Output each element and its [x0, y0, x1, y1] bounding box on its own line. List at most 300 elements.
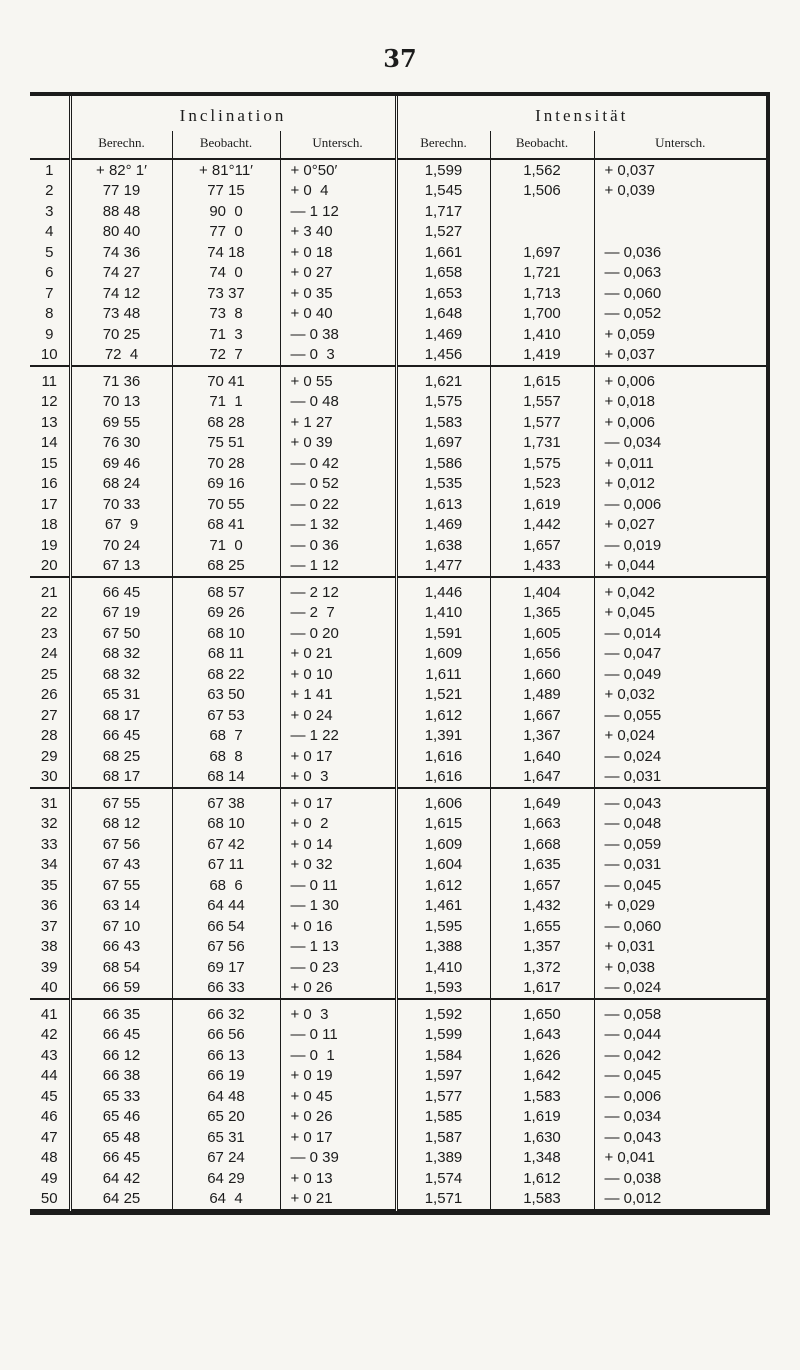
int-berechn-cell: 1,545 [396, 181, 490, 202]
page-number: 37 [383, 44, 417, 73]
incl-beobacht-cell: 74 18 [172, 242, 280, 263]
incl-untersch-cell: — 0 36 [280, 535, 396, 556]
int-berechn-cell: 1,527 [396, 222, 490, 243]
incl-berechn-cell: 66 12 [70, 1045, 172, 1066]
incl-beobacht-cell: 68 14 [172, 767, 280, 789]
int-untersch-cell: — 0,045 [604, 876, 662, 894]
int-berechn-cell: 1,616 [396, 767, 490, 789]
row-number-cell: 32 [30, 814, 70, 835]
incl-beobacht-cell: 68 41 [172, 515, 280, 536]
table-row [30, 242, 766, 263]
incl-beobacht-cell: 68 25 [172, 556, 280, 578]
incl-untersch-cell: — 0 11 [280, 875, 396, 896]
int-berechn-cell: 1,477 [396, 556, 490, 578]
int-untersch-cell: — 0,060 [604, 284, 662, 302]
incl-berechn-cell: 64 25 [70, 1189, 172, 1211]
incl-beobacht-cell: 68 8 [172, 746, 280, 767]
incl-beobacht-cell: 65 20 [172, 1107, 280, 1128]
table-row [30, 159, 766, 181]
row-number-cell: 50 [30, 1189, 70, 1211]
inclination-header: Inclination [70, 96, 396, 131]
incl-untersch-cell: — 0 22 [280, 494, 396, 515]
incl-berechn-cell: 74 27 [70, 263, 172, 284]
int-berechn-cell: 1,571 [396, 1189, 490, 1211]
int-beobacht-cell: 1,635 [490, 855, 594, 876]
incl-beobacht-cell: 66 13 [172, 1045, 280, 1066]
incl-untersch-cell: + 0 40 [280, 304, 396, 325]
int-beobacht-cell: 1,660 [490, 664, 594, 685]
table-body [30, 159, 766, 1210]
incl-berechn-cell: 69 55 [70, 412, 172, 433]
table-row [30, 916, 766, 937]
incl-beobacht-cell: 66 54 [172, 916, 280, 937]
incl-untersch-cell: + 0 55 [280, 366, 396, 392]
row-number-cell: 35 [30, 875, 70, 896]
incl-berechn-cell: 69 46 [70, 453, 172, 474]
int-beobacht-cell: 1,619 [490, 1107, 594, 1128]
int-beobacht-cell: 1,700 [490, 304, 594, 325]
table-row [30, 515, 766, 536]
incl-untersch-cell: + 0 4 [280, 181, 396, 202]
int-beobacht-cell: 1,657 [490, 875, 594, 896]
incl-untersch-cell: + 0 13 [280, 1168, 396, 1189]
incl-berechn-cell: 66 38 [70, 1066, 172, 1087]
int-beobacht-cell: 1,583 [490, 1086, 594, 1107]
incl-beobacht-cell: 71 3 [172, 324, 280, 345]
incl-untersch-cell: + 0 35 [280, 283, 396, 304]
incl-berechn-cell: 76 30 [70, 433, 172, 454]
int-beobacht-cell: 1,357 [490, 937, 594, 958]
row-number-cell: 13 [30, 412, 70, 433]
incl-berechn-cell: 73 48 [70, 304, 172, 325]
incl-untersch-cell: — 1 32 [280, 515, 396, 536]
incl-untersch-cell: — 0 52 [280, 474, 396, 495]
table-row [30, 201, 766, 222]
incl-untersch-cell: + 0 3 [280, 767, 396, 789]
incl-beobacht-cell: 67 42 [172, 834, 280, 855]
incl-untersch-cell: + 0 27 [280, 263, 396, 284]
incl-beobacht-cell: 67 53 [172, 705, 280, 726]
incl-berechn-cell: 66 43 [70, 937, 172, 958]
int-beobacht-cell: 1,650 [490, 999, 594, 1025]
incl-berechn-cell: 68 24 [70, 474, 172, 495]
intensity-header: Intensität [535, 106, 629, 125]
row-number-cell: 17 [30, 494, 70, 515]
table-row [30, 1148, 766, 1169]
int-beobacht-cell: 1,713 [490, 283, 594, 304]
int-berechn-cell: 1,661 [396, 242, 490, 263]
int-berechn-cell: 1,613 [396, 494, 490, 515]
incl-berechn-cell: 67 13 [70, 556, 172, 578]
incl-beobacht-cell: 70 41 [172, 366, 280, 392]
int-beobacht-cell: 1,489 [490, 685, 594, 706]
row-number-cell: 8 [30, 304, 70, 325]
row-number-cell: 43 [30, 1045, 70, 1066]
incl-berechn-cell: 66 45 [70, 1025, 172, 1046]
row-number-cell: 44 [30, 1066, 70, 1087]
table-row [30, 834, 766, 855]
int-beobacht-cell: 1,372 [490, 957, 594, 978]
incl-beobacht-cell: 69 26 [172, 603, 280, 624]
incl-untersch-cell: + 0 32 [280, 855, 396, 876]
int-berechn-cell: 1,621 [396, 366, 490, 392]
table-row [30, 1127, 766, 1148]
incl-berechn-cell: 72 4 [70, 345, 172, 367]
incl-berechn-cell: 65 33 [70, 1086, 172, 1107]
int-beobacht-cell: 1,615 [490, 366, 594, 392]
incl-berechn-cell: 67 55 [70, 788, 172, 814]
incl-beobacht-cell: 66 33 [172, 978, 280, 1000]
int-untersch-cell: — 0,031 [594, 767, 766, 789]
row-number-cell: 31 [30, 788, 70, 814]
row-number-cell: 45 [30, 1086, 70, 1107]
row-number-cell: 41 [30, 999, 70, 1025]
table-row [30, 1168, 766, 1189]
incl-beobacht-cell: 68 22 [172, 664, 280, 685]
int-untersch-cell: + 0,059 [604, 325, 655, 343]
table-row [30, 494, 766, 515]
int-berechn-cell: 1,583 [396, 412, 490, 433]
row-number-cell: 42 [30, 1025, 70, 1046]
int-berechn-cell: 1,593 [396, 978, 490, 1000]
table-row [30, 1189, 766, 1211]
row-number-cell: 18 [30, 515, 70, 536]
row-number-cell: 3 [30, 201, 70, 222]
table-row [30, 1045, 766, 1066]
incl-beobacht-cell: 71 0 [172, 535, 280, 556]
row-number-cell: 34 [30, 855, 70, 876]
incl-berechn-cell: 67 56 [70, 834, 172, 855]
int-untersch-cell: — 0,031 [604, 856, 662, 874]
int-berechn-cell: 1,592 [396, 999, 490, 1025]
row-number-cell: 19 [30, 535, 70, 556]
incl-beobacht-cell: 66 19 [172, 1066, 280, 1087]
int-untersch-cell: — 0,045 [604, 1067, 662, 1085]
incl-beobacht-cell: + 81°11′ [172, 159, 280, 181]
table-row [30, 433, 766, 454]
row-number-cell: 7 [30, 283, 70, 304]
table-row [30, 623, 766, 644]
incl-berechn-cell: 66 45 [70, 726, 172, 747]
incl-untersch-cell: + 0 26 [280, 1107, 396, 1128]
int-untersch-cell [594, 201, 766, 222]
table-row [30, 1107, 766, 1128]
row-number-cell: 11 [30, 366, 70, 392]
int-untersch-cell: + 0,012 [604, 475, 655, 493]
int-berechn-cell: 1,609 [396, 644, 490, 665]
incl-berechn-cell: 67 50 [70, 623, 172, 644]
incl-berechn-cell: 64 42 [70, 1168, 172, 1189]
incl-untersch-cell: + 0 21 [280, 644, 396, 665]
int-berechn-cell: 1,638 [396, 535, 490, 556]
table-row [30, 788, 766, 814]
incl-untersch-cell: + 3 40 [280, 222, 396, 243]
table-row [30, 304, 766, 325]
row-number-cell: 6 [30, 263, 70, 284]
incl-untersch-cell: — 0 20 [280, 623, 396, 644]
incl-untersch-cell: + 0°50′ [280, 159, 396, 181]
int-untersch-cell: — 0,006 [604, 1087, 662, 1105]
row-number-cell: 5 [30, 242, 70, 263]
incl-untersch-cell: — 0 39 [280, 1148, 396, 1169]
int-beobacht-cell: 1,605 [490, 623, 594, 644]
int-beobacht-cell: 1,640 [490, 746, 594, 767]
row-number-cell: 38 [30, 937, 70, 958]
incl-berechn-cell: 67 43 [70, 855, 172, 876]
row-number-cell: 49 [30, 1168, 70, 1189]
int-berechn-cell: 1,586 [396, 453, 490, 474]
table-row [30, 705, 766, 726]
int-untersch-cell: + 0,029 [604, 897, 655, 915]
int-beobacht-cell: 1,647 [490, 767, 594, 789]
int-beobacht-header: Beobacht. [490, 131, 594, 159]
int-untersch-header: Untersch. [594, 131, 766, 159]
int-beobacht-cell: 1,583 [490, 1189, 594, 1211]
incl-beobacht-cell: 68 57 [172, 577, 280, 603]
incl-berechn-cell: 74 12 [70, 283, 172, 304]
int-beobacht-cell: 1,442 [490, 515, 594, 536]
row-number-cell: 25 [30, 664, 70, 685]
table-row [30, 556, 766, 578]
int-beobacht-cell: 1,657 [490, 535, 594, 556]
int-berechn-cell: 1,717 [396, 201, 490, 222]
int-untersch-cell: — 0,012 [594, 1189, 766, 1211]
int-beobacht-cell: 1,663 [490, 814, 594, 835]
int-untersch-cell: + 0,037 [604, 161, 655, 179]
incl-untersch-cell: — 1 30 [280, 896, 396, 917]
incl-untersch-cell: — 2 7 [280, 603, 396, 624]
int-beobacht-cell: 1,630 [490, 1127, 594, 1148]
row-number-cell: 10 [30, 345, 70, 367]
incl-beobacht-cell: 70 28 [172, 453, 280, 474]
incl-untersch-cell: — 0 1 [280, 1045, 396, 1066]
int-untersch-cell: — 0,006 [604, 495, 662, 513]
table-row [30, 957, 766, 978]
incl-berechn-cell: 88 48 [70, 201, 172, 222]
table-row [30, 978, 766, 1000]
incl-untersch-cell: + 0 45 [280, 1086, 396, 1107]
table-row [30, 263, 766, 284]
incl-berechn-cell: 74 36 [70, 242, 172, 263]
incl-beobacht-cell: 69 16 [172, 474, 280, 495]
int-beobacht-cell: 1,410 [490, 324, 594, 345]
int-berechn-cell: 1,615 [396, 814, 490, 835]
table-row [30, 746, 766, 767]
incl-untersch-cell: + 1 41 [280, 685, 396, 706]
int-beobacht-cell: 1,557 [490, 392, 594, 413]
int-beobacht-cell: 1,577 [490, 412, 594, 433]
incl-beobacht-cell: 73 37 [172, 283, 280, 304]
int-berechn-cell: 1,410 [396, 957, 490, 978]
int-untersch-cell: — 0,043 [604, 1128, 662, 1146]
incl-untersch-cell: — 0 42 [280, 453, 396, 474]
row-number-cell: 30 [30, 767, 70, 789]
incl-beobacht-cell: 67 38 [172, 788, 280, 814]
int-beobacht-cell: 1,617 [490, 978, 594, 1000]
row-number-cell: 21 [30, 577, 70, 603]
table-row [30, 283, 766, 304]
int-untersch-cell: — 0,038 [604, 1169, 662, 1187]
row-number-cell: 26 [30, 685, 70, 706]
incl-untersch-cell: — 2 12 [280, 577, 396, 603]
int-beobacht-cell: 1,656 [490, 644, 594, 665]
int-berechn-cell: 1,599 [396, 159, 490, 181]
int-berechn-cell: 1,599 [396, 1025, 490, 1046]
int-berechn-cell: 1,648 [396, 304, 490, 325]
incl-beobacht-cell: 90 0 [172, 201, 280, 222]
table-row [30, 181, 766, 202]
incl-berechn-cell: 68 12 [70, 814, 172, 835]
incl-beobacht-cell: 68 10 [172, 623, 280, 644]
table-row [30, 937, 766, 958]
int-untersch-cell: + 0,041 [604, 1149, 655, 1167]
int-untersch-cell: + 0,006 [604, 413, 655, 431]
int-untersch-cell [594, 222, 766, 243]
table-row [30, 664, 766, 685]
int-untersch-cell: — 0,036 [604, 243, 662, 261]
int-untersch-cell: — 0,058 [604, 1005, 662, 1023]
incl-untersch-cell: + 0 17 [280, 788, 396, 814]
int-beobacht-cell: 1,667 [490, 705, 594, 726]
int-beobacht-cell: 1,506 [490, 181, 594, 202]
incl-berechn-cell: 66 45 [70, 1148, 172, 1169]
row-number-cell: 28 [30, 726, 70, 747]
incl-untersch-cell: — 1 13 [280, 937, 396, 958]
int-untersch-cell: + 0,044 [594, 556, 766, 578]
int-untersch-cell: — 0,044 [604, 1026, 662, 1044]
row-number-cell: 46 [30, 1107, 70, 1128]
table-row [30, 535, 766, 556]
int-untersch-cell: — 0,059 [604, 835, 662, 853]
incl-beobacht-cell: 68 6 [172, 875, 280, 896]
incl-untersch-cell: + 0 10 [280, 664, 396, 685]
incl-beobacht-cell: 74 0 [172, 263, 280, 284]
row-number-cell: 23 [30, 623, 70, 644]
incl-untersch-cell: + 0 21 [280, 1189, 396, 1211]
incl-berechn-cell: 68 17 [70, 705, 172, 726]
incl-berechn-cell: 67 19 [70, 603, 172, 624]
table-row [30, 392, 766, 413]
int-berechn-cell: 1,611 [396, 664, 490, 685]
int-berechn-cell: 1,653 [396, 283, 490, 304]
int-untersch-cell: + 0,045 [604, 604, 655, 622]
int-berechn-cell: 1,575 [396, 392, 490, 413]
incl-berechn-cell: 66 45 [70, 577, 172, 603]
incl-beobacht-cell: 66 56 [172, 1025, 280, 1046]
int-berechn-cell: 1,446 [396, 577, 490, 603]
table-row [30, 1086, 766, 1107]
incl-untersch-cell: — 0 48 [280, 392, 396, 413]
table-row [30, 222, 766, 243]
row-number-cell: 36 [30, 896, 70, 917]
int-untersch-cell: — 0,055 [604, 706, 662, 724]
incl-beobacht-cell: 67 24 [172, 1148, 280, 1169]
int-berechn-cell: 1,697 [396, 433, 490, 454]
int-untersch-cell: — 0,060 [604, 917, 662, 935]
row-number-cell: 48 [30, 1148, 70, 1169]
int-untersch-cell: + 0,024 [604, 727, 655, 745]
int-berechn-cell: 1,388 [396, 937, 490, 958]
int-beobacht-cell: 1,655 [490, 916, 594, 937]
int-untersch-cell: — 0,034 [604, 434, 662, 452]
incl-untersch-cell: — 0 23 [280, 957, 396, 978]
incl-untersch-cell: — 0 11 [280, 1025, 396, 1046]
table-row [30, 412, 766, 433]
row-number-cell: 22 [30, 603, 70, 624]
row-number-subheader [30, 131, 70, 159]
int-berechn-cell: 1,591 [396, 623, 490, 644]
incl-beobacht-cell: 66 32 [172, 999, 280, 1025]
incl-untersch-cell: + 0 19 [280, 1066, 396, 1087]
incl-beobacht-cell: 70 55 [172, 494, 280, 515]
table-row [30, 366, 766, 392]
int-beobacht-cell: 1,404 [490, 577, 594, 603]
row-number-cell: 15 [30, 453, 70, 474]
incl-untersch-cell: — 1 12 [280, 201, 396, 222]
incl-untersch-cell: — 1 12 [280, 556, 396, 578]
int-berechn-cell: 1,461 [396, 896, 490, 917]
row-number-cell: 39 [30, 957, 70, 978]
int-beobacht-cell: 1,643 [490, 1025, 594, 1046]
incl-untersch-header: Untersch. [280, 131, 396, 159]
incl-beobacht-cell: 64 4 [172, 1189, 280, 1211]
incl-berechn-cell: 68 32 [70, 644, 172, 665]
int-berechn-cell: 1,606 [396, 788, 490, 814]
incl-beobacht-cell: 77 15 [172, 181, 280, 202]
int-beobacht-cell: 1,348 [490, 1148, 594, 1169]
int-beobacht-cell: 1,642 [490, 1066, 594, 1087]
int-beobacht-cell: 1,619 [490, 494, 594, 515]
int-berechn-cell: 1,612 [396, 875, 490, 896]
incl-berechn-cell: 65 46 [70, 1107, 172, 1128]
incl-berechn-cell: 66 35 [70, 999, 172, 1025]
int-untersch-cell: — 0,043 [604, 794, 662, 812]
incl-berechn-cell: + 82° 1′ [70, 159, 172, 181]
int-untersch-cell: — 0,014 [604, 624, 662, 642]
incl-berechn-cell: 68 54 [70, 957, 172, 978]
incl-berechn-cell: 65 48 [70, 1127, 172, 1148]
data-table-frame [30, 92, 770, 1215]
table-row [30, 685, 766, 706]
incl-untersch-cell: + 0 18 [280, 242, 396, 263]
table-row [30, 453, 766, 474]
int-berechn-cell: 1,609 [396, 834, 490, 855]
int-berechn-cell: 1,391 [396, 726, 490, 747]
row-number-cell: 1 [30, 159, 70, 181]
int-untersch-cell: + 0,027 [604, 516, 655, 534]
int-beobacht-cell: 1,432 [490, 896, 594, 917]
int-berechn-cell: 1,469 [396, 324, 490, 345]
incl-beobacht-cell: 73 8 [172, 304, 280, 325]
incl-beobacht-cell: 64 48 [172, 1086, 280, 1107]
incl-berechn-cell: 71 36 [70, 366, 172, 392]
int-berechn-cell: 1,535 [396, 474, 490, 495]
incl-berechn-cell: 67 10 [70, 916, 172, 937]
row-number-cell: 12 [30, 392, 70, 413]
incl-untersch-cell: + 0 24 [280, 705, 396, 726]
incl-untersch-cell: + 0 3 [280, 999, 396, 1025]
incl-berechn-cell: 65 31 [70, 685, 172, 706]
incl-berechn-cell: 68 25 [70, 746, 172, 767]
int-beobacht-cell: 1,668 [490, 834, 594, 855]
row-number-cell: 2 [30, 181, 70, 202]
row-number-cell: 24 [30, 644, 70, 665]
incl-berechn-cell: 67 55 [70, 875, 172, 896]
incl-untersch-cell: — 0 3 [280, 345, 396, 367]
int-berechn-header: Berechn. [396, 131, 490, 159]
int-untersch-cell: — 0,024 [604, 747, 662, 765]
incl-beobacht-cell: 63 50 [172, 685, 280, 706]
